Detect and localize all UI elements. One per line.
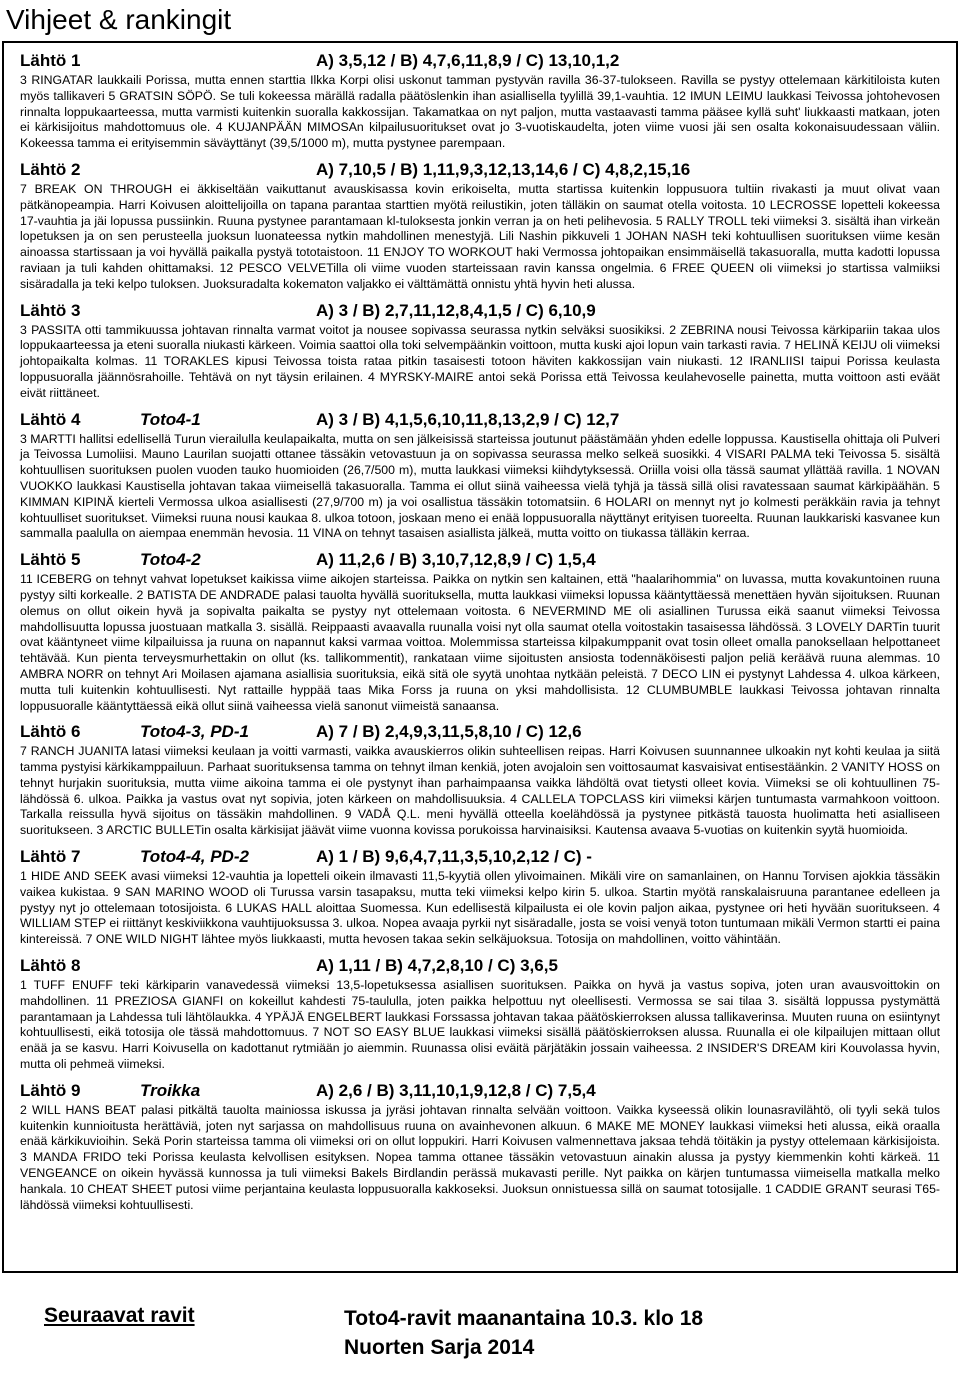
race-picks: A) 11,2,6 / B) 3,10,7,12,8,9 / C) 1,5,4	[316, 550, 596, 570]
race-picks: A) 7,10,5 / B) 1,11,9,3,12,13,14,6 / C) 4,8,2,15,16	[316, 159, 691, 179]
race-1	[20, 49, 940, 152]
race-text: 3 MARTTI hallitsi edellisellä Turun vierailulla keulapaikalta, mutta on sen jälkeisissä starteissa joutunut päästämään yhden edelle loppussa. Kaustisella ohittaja oli Pulveri ja Teivossa Lumoliisi. Mauno Laurilan suojatti ottanee tässäkin vetovastuun ja on sopivassa seurassa melko selkeä suosikki. 4 VISARI PALMA teki Teivossa 5. sisältä kohtuullisen suorituksen puolen vuoden tauko huomioiden (26,7/500 m), mutta laukkasi viimeksi kiihdytyksessä. Oriilla voisi olla tässä saumat yllättää ravilla. 1 NOVAN VUOKKO laukkasi Kaustisella johtavan takaa viimeisellä takasuoralla. Tamma ei ollut siinä vaiheessa vielä tyhjä ja tässä sillä olisi ravatessaan saumat kärkipäähän. 5 KIMMAN KIPINÄ kierteli Vermossa ulkoa asiallisesti (27,9/700 m) ja voi osallistua tässäkin totomatsiin. 6 HOLARI on mennyt nyt jo kolmesti peräkkäin ravia ja tehnyt kohtuulliset suoritukset. Viimeksi ruuna nousi kaukaa 8. ulkoa totoon, joskaan meno ei enää loppusuoralla näyttänyt erityisen tuoreelta. Ruunan laukkariski kasvanee kun sammalla paalulla on aiempaa enemmän hevosia. 11 VINA on tehnyt tasaisen asiallista jälkeä, mutta voitto on tiukassa tälläkin kerraa.	[20, 431, 940, 541]
page-header	[2, 0, 958, 43]
race-header	[20, 954, 940, 978]
race-5	[20, 548, 940, 714]
next-races-label: Seuraavat ravit	[44, 1304, 195, 1327]
race-7	[20, 845, 940, 948]
race-4	[20, 408, 940, 543]
race-text: 7 BREAK ON THROUGH ei äkkiseltään vaikuttanut avauskisassa kovin erikoiselta, mutta startissa kuitenkin loppusuora tultiin rivakasti ja muut olivat vaan pätkänopeampia. Harri Koivusen aloittelijoilla on tapana parantaa starttien myötä reilustikin, joten tälläkin on saumat otella voitosta. 10 LECROSSE lopetteli kokeessa 17-vauhtia ja jäi lopussa pussiinkin. Ruuna pystynee parantamaan kl-tuloksesta jonkin verran ja on heti pelihevosia. 5 RALLY TROLL teki viimeksi 3. sisältä ihan virkeän lopetuksen ja on sen perusteella juoksun luonateessa nytkin mahdollinen menestyjä. Lili Nashin pikkuveli 1 JOHAN NASH teki kohtuullisen suorituksen viime kesän ainoassa startissaan ja voi hyvällä paikalla pystyä tototaistoon. 11 ENJOY TO WORKOUT haki Vermossa johtopaikan ensimmäisellä takasuoralla, mutta kadotti lopussa raviaan ja tuli kahden ohittamaksi. 12 PESCO VELVETilla oli viime vuoden starteissaan ravin kanssa ongelmia. 6 FREE QUEEN oli viimeksi jo startissa valmiiksi sisäradalla ja teki kelpo tuloksen. Juoksuradalta kokematon valjakko ei välttämättä onnistu yhtä hyvin heti alussa.	[20, 181, 940, 291]
race-type: Toto4-3, PD-1	[140, 722, 249, 742]
next-races-series: Nuorten Sarja 2014	[344, 1336, 535, 1359]
race-9	[20, 1079, 940, 1214]
race-label: Lähtö 7	[20, 847, 81, 867]
race-label: Lähtö 3	[20, 300, 81, 320]
race-header	[20, 408, 940, 432]
race-label: Lähtö 5	[20, 550, 81, 570]
race-label: Lähtö 9	[20, 1080, 81, 1100]
race-header	[20, 720, 940, 744]
race-header	[20, 1079, 940, 1103]
next-races-date: Toto4-ravit maanantaina 10.3. klo 18	[344, 1307, 704, 1330]
page-title: Vihjeet & rankingit	[6, 4, 232, 35]
race-picks: A) 1 / B) 9,6,4,7,11,3,5,10,2,12 / C) -	[316, 847, 592, 867]
race-picks: A) 3,5,12 / B) 4,7,6,11,8,9 / C) 13,10,1,2	[316, 51, 620, 70]
race-label: Lähtö 2	[20, 159, 81, 179]
race-text: 11 ICEBERG on tehnyt vahvat lopetukset kaikissa viime aikojen starteissa. Paikka on nytkin sen kaltainen, että "haalarihommia" on luvassa, mutta kovakuntoinen ruuna pystyy silti korkealle. 2 BATISTA DE ANDRADE palasi tauolta hyvällä suorituksella, mutta laukkasi viimeksi lopussa kääntyttäessä menettäen hyvän sijoituksen. Ruunan olemus on ollut oikein hyvä ja sopivalta paikalta se pystyy nyt ottelemaan voitosta. 6 NEVERMIND ME oli asiallinen Turussa eikä saanut viimeksi Teivossa mahdollisuutta lopussa juostuaan matkalla 3. sisällä. Reippaasti avaavalla ruunalla voisi nyt olla saumat otella voitostakin tasaisessa lähdössä. 3 LOVELY DARTin tuurit ovat kääntyneet viime kilpailuissa ja ruuna on napannut kaksi varmaa voittoa. Molemmissa starteissa kilpakumppanit ovat tosin olleet omalla panoksellaan helpottaneet tehtävää. Kun pienta terveysmurhettakin on ollut (ks. tallikommentit), rankataan viime sijoitusten ansiosta todennäköisesti paljon peliä keräävä ruuna alemmas. 10 AMBRA NORR on tehnyt Ari Moilasen ajamana asiallisia suorituksia, eikä sitä ole syytä unohtaa nytkään peleistä. 7 DECO LIN ei pystynyt Lahdessa 4. ulkoa kärkeen, mutta tuli kuitenkin kohtuullisesti. Nyt rattaille hyppää taas Mika Forss ja ruuna on yksi mahdollisista. 12 CLUMBUMBLE laukkasi Teivossa johtavan rinnalta loppusuoralle kääntyttäessä eikä ollut siinä vaiheessa vielä sanonut viimeistä sanaansa.	[20, 572, 940, 713]
race-type: Toto4-2	[140, 550, 201, 570]
race-picks: A) 3 / B) 2,7,11,12,8,4,1,5 / C) 6,10,9	[316, 300, 596, 320]
race-label: Lähtö 6	[20, 722, 81, 742]
race-text: 3 PASSITA otti tammikuussa johtavan rinnalta varmat voitot ja nousee sopivassa seurassa nytkin selväksi suosikiksi. 2 ZEBRINA nousi Teivossa kärkipariin takaa ulos loppukaarteessa ja eteni suoralla niukasti kärkeen. Voimia saattoi olla toki selvempäänkin voittoon, mutta kuski ajoi lopun vain tarkasti ravia. 7 HELINÄ KEIJU oli viimeksi johtopaikalta kolmas. 11 TORAKLES kipusi Teivossa toista rataa pitkin tasaisesti totoon häviten kakkossijan vain niukasti. 12 IRANLIISI taipui Porissa keulasta loppusuoralla jäännösrahoille. Tehtävä on nyt täysin erilainen. 4 MYRSKY-MAIRE antoi sekä Porissa että Teivossa keulahevoselle painetta, mutta voittoon asti eväät eivät riittäneet.	[20, 322, 940, 400]
race-2	[20, 158, 940, 293]
race-text: 7 RANCH JUANITA latasi viimeksi keulaan ja voitti varmasti, vaikka avauskierros olikin suhteellisen reipas. Harri Koivusen suunnannee ulkoakin nyt kohti keulaa ja siitä tamma pystyisi kärkikamppailuun. Parhaat suorituksensa tamma on tehnyt ilman kenkiä, joten avojaloin sen voittosaumat kasvaisivat entisestäänkin. 2 VANITY HOSS on tehnyt hurjakin suorituksia, mutta viime aikoina tamma ei ole pystynyt ihan parhaimpaansa vaikka lähdöltä ovat tietysti olleet kovia. Viimeksi se oli kohtuullinen 75-lähdössä 6. ulkoa. Paikka ja vastus ovat nyt sopivia, joten kärkeen on mahdollisuuksia. 4 CALLELA TOPCLASS kiri viimeksi kärjen tuntumasta varmahkoon voittoon. Tarkalla reissulla hyvä sijoitus on tässäkin mahdollinen. 9 VADÅ Q.L. meni hyvällä otteella koelähdössä ja pystynee pitkästä tauosta huolimatta heti asialliseen suoritukseen. 3 ARCTIC BULLETin osalta kärkisijat jäävät viime vuonna kovissa porukoissa harvinaisiksi. Kautensa avaava 5-vuotias on kuitenkin syytä huomioida.	[20, 744, 940, 838]
race-picks: A) 1,11 / B) 4,7,2,8,10 / C) 3,6,5	[316, 956, 558, 976]
race-type: Toto4-1	[140, 409, 201, 429]
race-text: 1 HIDE AND SEEK avasi viimeksi 12-vauhtia ja lopetteli oikein ilmavasti 11,5-kyytiä ollen ylivoimainen. Mikäli vire on samanlainen, on Hannu Torvisen ajokkia tässäkin vaikea kukistaa. 9 SAN MARINO WOOD oli Turussa varsin tasapaksu, mutta teki viimeksi kelpo kirin 5. ulkoa. Startin myötä ranskalaisruuna parantanee edelleen ja pystyy nyt jo ottelemaan totosijoista. 6 LUKAS HALL aloittaa Suomessa. Kun edellisestä kilpailusta ei ole kovin paljon aikaa, pystynee ori heti hyvään suoritukseen. 4 WILLIAM STEP ei riittänyt keskiviikkona vauhtijuoksussa 3. ulkoa. Nopea avaaja pyrkii nyt sisäradalle, josta se voisi venyä toton tuntumaan mikäli Vermon startti ei paina kintereissä. 7 ONE WILD NIGHT lähtee myös liukkaasti, mutta hevosen takaa sekin selkäjuoksua. Totosija on mahdollinen, voitto vähintään.	[20, 869, 940, 947]
race-picks: A) 2,6 / B) 3,11,10,1,9,12,8 / C) 7,5,4	[316, 1080, 596, 1100]
races-container	[2, 43, 958, 1273]
race-header	[20, 548, 940, 572]
race-label: Lähtö 8	[20, 956, 81, 976]
race-label: Lähtö 4	[20, 409, 81, 429]
race-text: 1 TUFF ENUFF teki kärkiparin vanavedessä viimeksi 13,5-lopetuksessa asiallisen suorituksen. Paikka on hyvä ja vastus sopiva, joten uran avausvoittokin on mahdollinen. 11 PREZIOSA GIANFI on kokeillut kahdesti 75-taululla, joten paikka helpottuu nyt oleellisesti. Vermossa se sai tilaa 3. sisältä loppussa pystymättä parantamaan ja Lahdessa tuli lähtölaukka. 4 YPÄJÄ ENGELBERT laukkasi Forssassa johtavan takaa päätöskierroksen alussa tallikaverinsa. Muuten ruuna on esiintynyt kohtuullisesti, eikä totosija ole tässä mahdottomuus. 7 NOT SO EASY BLUE laukkasi viimeksi sisällä päätöskierroksen alussa. Ruunalla ei ole kilpailujen mittaan ollut enää ja se kasvu. Harri Koivusella on kadottanut rytmiään jo aiemmin. Ruunassa olisi eväitä pärjätäkin jossain vaiheessa. 2 INSIDER'S DREAM kiri Kouvolassa hyvin, mutta oli pehmeä viimeksi.	[20, 978, 940, 1072]
race-header	[20, 49, 940, 73]
race-header	[20, 158, 940, 182]
race-text: 3 RINGATAR laukkaili Porissa, mutta ennen starttia Ilkka Korpi olisi uskonut tamman pystyvän ravilla 36-37-tulokseen. Ravilla se pystyy ottelemaan kärkitiloista kuten myös tallikaveri 5 GRATSIN SÖPÖ. Se tuli kokeessa märällä radalla päätöslenkin ihan asiallisella tyylillä 39,1-vauhtia. 12 IMUN LEIMU laukkasi Teivossa johtohevosen rinnalta loppukaarteessa, mutta varmisti kuitenkin suoralla kakkossijan. Takamatkaa on nyt paljon, mutta vastaavasti tamma pääsee kyllä suht' liukkaasti matkaan, joten ei kärkisijoitus mahdottomuus ole. 4 KUJANPÄÄN MIMOSAn kilpailusuoritukset ovat jo 3-vuotiskaudelta, joten viime vuosi jäi sen osalta kokonaisuudessaan väliin. Kokeessa tamma ei erityisemmin säväyttänyt (39,5/1000 m), mutta pystynee parempaan.	[20, 73, 940, 151]
race-type: Toto4-4, PD-2	[140, 847, 249, 867]
race-8	[20, 954, 940, 1073]
race-header	[20, 845, 940, 869]
race-6	[20, 720, 940, 839]
race-header	[20, 299, 940, 323]
race-picks: A) 3 / B) 4,1,5,6,10,11,8,13,2,9 / C) 12,7	[316, 409, 620, 429]
race-picks: A) 7 / B) 2,4,9,3,11,5,8,10 / C) 12,6	[316, 722, 582, 742]
footer	[0, 1288, 960, 1388]
race-3	[20, 299, 940, 402]
race-label: Lähtö 1	[20, 51, 81, 70]
next-races-info	[344, 1304, 703, 1362]
race-type: Troikka	[140, 1080, 201, 1100]
race-text: 2 WILL HANS BEAT palasi pitkältä tauolta mainiossa iskussa ja jyräsi johtavan rinnalta selvään voittoon. Vaikka kyseessä olikin lounasravilähtö, oli tyyli sekä tulos kuitenkin kunnioitusta herättäviä, joten nyt sarjassa on mahdollisuus ruuna on avainhevonen alkuun. 6 MAKE ME MONEY laukkasi viimeksi heti alussa, eikä oraalla enää kärkikuvioihin. Sekä Porin starteissa tamma oli viimeksi ori on ollut loppukiri. Harri Koivusen valmennettava jaksaa tehdä töitäkin ja pystyy ottelemaan kärkisijoista. 3 MANDA FRIDO teki Porissa keulasta kelvollisen esityksen. Nopea tamma ottanee tässäkin vetovastuun ainakin alussa ja pystyy kiemmenkin kohti kärkeä. 11 VENGEANCE on oikein hyvässä kunnossa ja tuli viimeksi Bakels Birdlandin perässä mukavasti perille. Nyt paikka on kärjen tuntumassa viimeisella matkalla melko hankala. 10 CHEAT SHEET putosi viime perjantaina keulasta loppusuoralla kakkoseksi. Juoksun onnistuessa sillä on saumat totosijalle. 1 CADDIE GRANT seurasi T65-lähdössä viimeksi kohtuullisesti.	[20, 1102, 940, 1212]
